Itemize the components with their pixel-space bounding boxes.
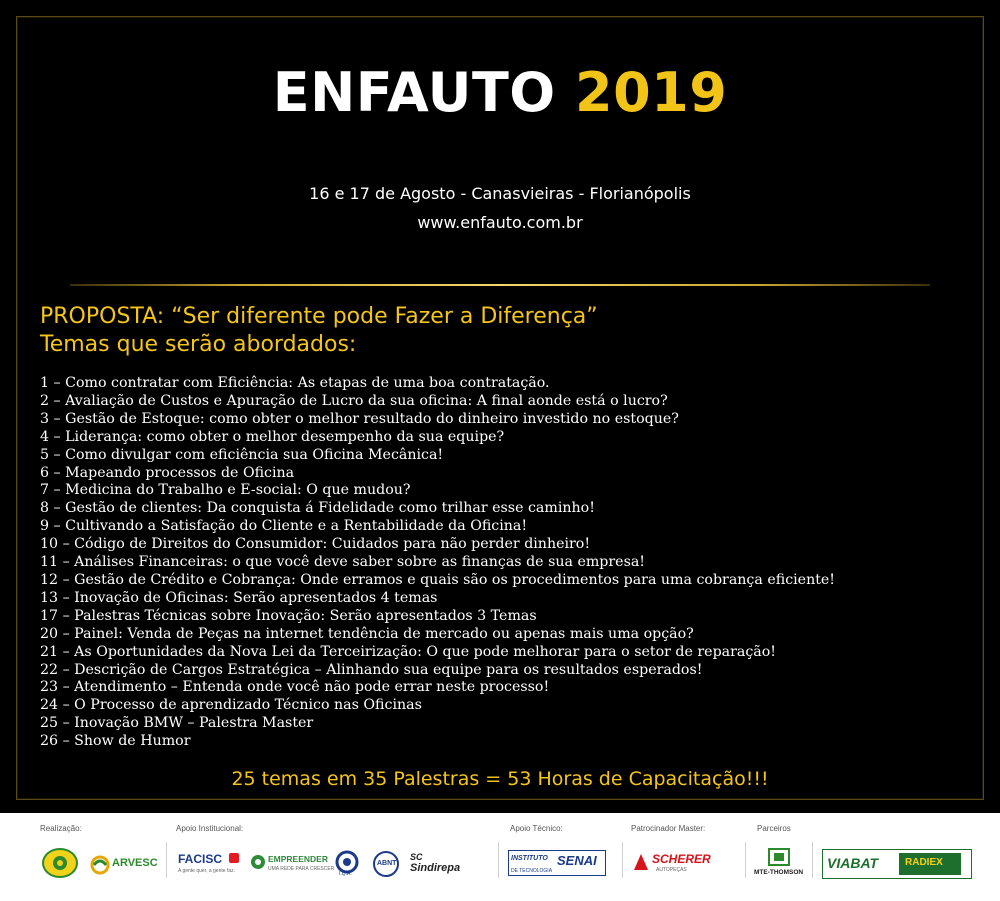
label-realizacao: Realização: <box>40 824 82 833</box>
topic-item: 10 – Código de Direitos do Consumidor: Cuidados para não perder dinheiro! <box>40 536 591 553</box>
arvesc-swirl-icon <box>90 855 110 875</box>
empreender-text: EMPREENDER <box>268 854 328 864</box>
viabat-text: VIABAT <box>827 855 879 871</box>
empreender-logo <box>250 852 335 876</box>
label-parceiros: Parceiros <box>757 824 791 833</box>
title-name: ENFAUTO <box>272 61 556 124</box>
topic-item: 21 – As Oportunidades da Nova Lei da Terceirização: O que pode melhorar para o setor de reparação! <box>40 643 776 660</box>
realizacao-seal-logo <box>42 848 78 878</box>
event-title <box>0 58 1000 128</box>
gear-icon <box>51 854 69 872</box>
title-year: 2019 <box>575 61 728 124</box>
senai-sub-text: DE TECNOLOGIA <box>511 868 553 874</box>
senai-top-text: INSTITUTO <box>511 855 548 862</box>
topic-item: 2 – Avaliação de Custos e Apuração de Lucro da sua oficina: A final aonde está o lucro? <box>40 392 668 409</box>
topic-item: 5 – Como divulgar com eficiência sua Oficina Mecânica! <box>40 446 444 463</box>
topic-item: 1 – Como contratar com Eficiência: As etapas de uma boa contratação. <box>40 375 550 391</box>
event-date-location: 16 e 17 de Agosto - Canasvieiras - Florianópolis <box>309 184 691 203</box>
separator <box>745 842 746 878</box>
event-website: www.enfauto.com.br <box>417 213 583 232</box>
mte-text: MTE-THOMSON <box>754 869 804 876</box>
summary-line: 25 temas em 35 Palestras = 53 Horas de Capacitação!!! <box>231 768 769 790</box>
scherer-text: SCHERER <box>652 852 711 866</box>
topic-item: 3 – Gestão de Estoque: como obter o melhor resultado do dinheiro investido no estoque? <box>40 410 679 427</box>
topic-item: 24 – O Processo de aprendizado Técnico nas Oficinas <box>40 697 422 714</box>
proposal-heading: PROPOSTA: “Ser diferente pode Fazer a Diferença” <box>40 304 598 329</box>
iqa-text: I.Q.A. <box>339 871 352 877</box>
topics-list <box>40 375 970 751</box>
facisc-text: FACISC <box>178 852 223 866</box>
topic-item: 13 – Inovação de Oficinas: Serão apresentados 4 temas <box>40 589 438 606</box>
topic-item: 20 – Painel: Venda de Peças na internet tendência de mercado ou apenas mais uma opção? <box>40 625 694 642</box>
topic-item: 6 – Mapeando processos de Oficina <box>40 464 295 481</box>
iqa-logo <box>333 850 361 878</box>
topic-item: 23 – Atendimento – Entenda onde você não pode errar neste processo! <box>40 679 550 696</box>
topic-item: 17 – Palestras Técnicas sobre Inovação: Serão apresentados 3 Temas <box>40 607 537 624</box>
sindirepa-text: Sindirepa <box>410 862 461 874</box>
topic-item: 7 – Medicina do Trabalho e E-social: O que mudou? <box>40 482 411 499</box>
topic-item: 25 – Inovação BMW – Palestra Master <box>40 715 314 732</box>
scherer-emblem-icon <box>632 852 650 872</box>
facisc-mark-icon <box>229 853 239 863</box>
facisc-logo <box>178 852 242 876</box>
sindirepa-logo <box>410 852 492 876</box>
scherer-sub-text: AUTOPEÇAS <box>656 867 687 873</box>
arvesc-text: ARVESC <box>112 857 158 869</box>
topic-item: 4 – Liderança: como obter o melhor desempenho da sua equipe? <box>40 428 505 445</box>
viabat-radiex-logo <box>822 849 972 879</box>
topic-item: 12 – Gestão de Crédito e Cobrança: Onde erramos e quais são os procedimentos para uma cobrança eficiente! <box>40 571 836 588</box>
radiex-text: RADIEX <box>905 857 943 868</box>
label-apoio-tecnico: Apoio Técnico: <box>510 824 563 833</box>
topic-item: 26 – Show de Humor <box>40 733 191 750</box>
abnt-text: ABNT <box>377 860 397 867</box>
empreender-tagline: UMA REDE PARA CRESCER <box>268 866 335 872</box>
topic-item: 11 – Análises Financeiras: o que você deve saber sobre as finanças de sua empresa! <box>40 554 646 571</box>
separator <box>812 842 813 878</box>
arvesc-logo <box>90 855 158 877</box>
topic-item: 9 – Cultivando a Satisfação do Cliente e a Rentabilidade da Oficina! <box>40 518 528 535</box>
topic-item: 8 – Gestão de clientes: Da conquista á Fidelidade como trilhar esse caminho! <box>40 500 595 517</box>
senai-logo <box>508 850 606 876</box>
topic-item: 22 – Descrição de Cargos Estratégica – Alinhando sua equipe para os resultados esperados! <box>40 661 703 678</box>
gold-divider <box>70 284 930 286</box>
mte-emblem-icon <box>768 848 790 866</box>
label-apoio-institucional: Apoio Institucional: <box>176 824 244 833</box>
senai-text: SENAI <box>557 853 597 868</box>
facisc-tagline: A gente quer, a gente faz. <box>178 868 235 874</box>
topics-heading: Temas que serão abordados: <box>40 332 357 357</box>
separator <box>166 842 167 878</box>
abnt-logo <box>372 850 400 878</box>
scherer-logo <box>632 850 716 876</box>
separator <box>498 842 499 878</box>
empreender-circle-icon <box>250 854 266 870</box>
sindirepa-mark: SC <box>410 852 423 862</box>
mte-thomson-logo <box>754 848 806 878</box>
label-patrocinador: Patrocinador Master: <box>631 824 706 833</box>
separator <box>622 842 623 878</box>
